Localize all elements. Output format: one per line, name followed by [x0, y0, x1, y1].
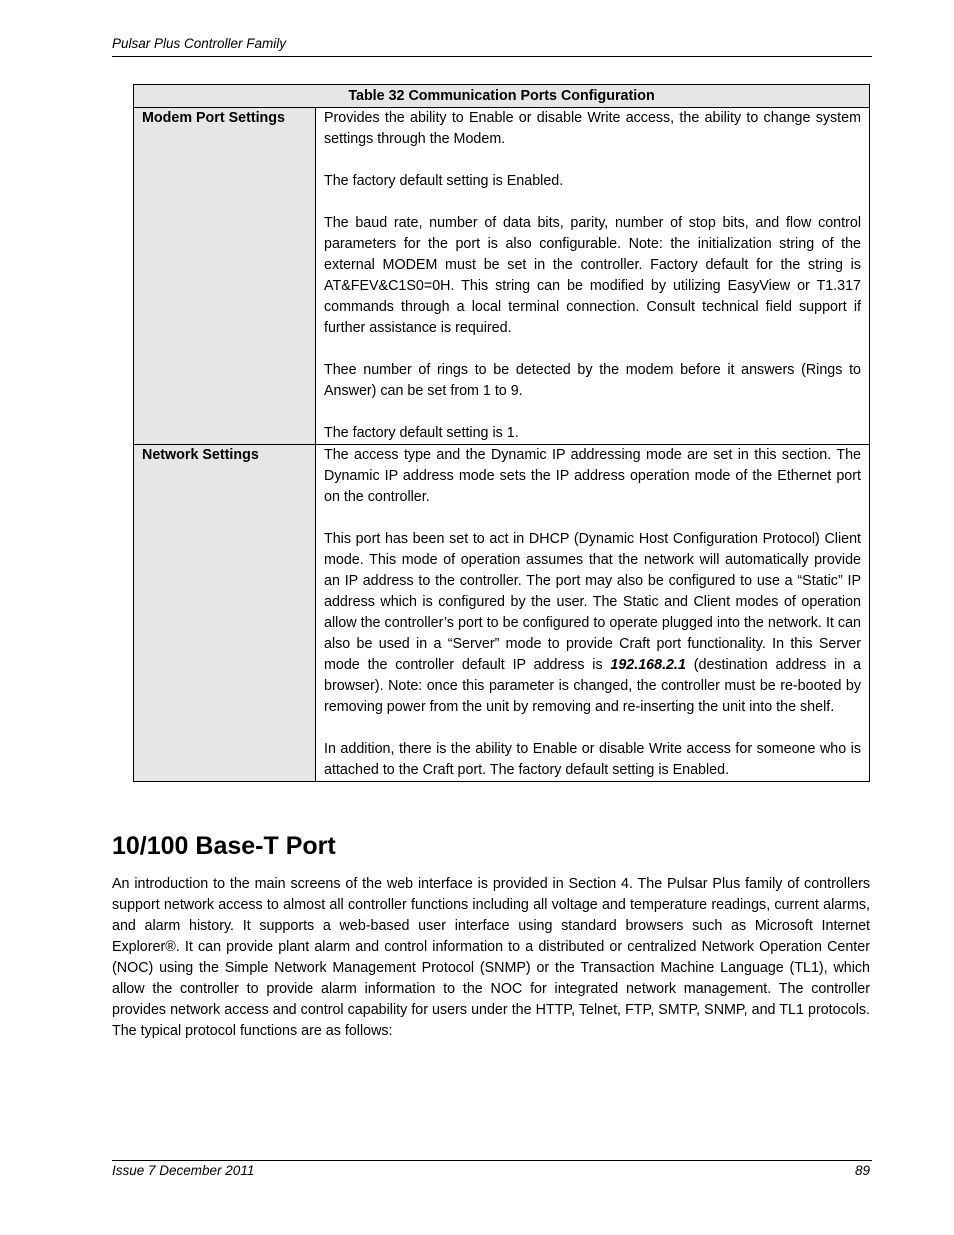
running-header: Pulsar Plus Controller Family — [112, 36, 287, 51]
row-label-network-settings: Network Settings — [134, 445, 316, 782]
dhcp-text: This port has been set to act in DHCP (Dynamic Host Configuration Protocol) Client mode. This mode of operation assumes that the network will automatically provide an IP address to the controller. The port may also be configured to use a “Static” IP address which is configured by the user. The Static and Client modes of operation allow the controller’s port to be configured to operate plugged into the network. It can also be used in a “Server” mode to provide Craft port functionality. In this Server mode the controller default IP address is — [324, 531, 861, 673]
dhcp-paragraph — [324, 529, 861, 718]
paragraph: The factory default setting is 1. — [324, 425, 519, 441]
section-heading: 10/100 Base-T Port — [112, 832, 336, 860]
paragraph: The factory default setting is Enabled. — [324, 173, 564, 189]
paragraph: In addition, there is the ability to Enable or disable Write access for someone who is attached to the Craft port. The factory default setting is Enabled. — [324, 741, 861, 778]
row-label-modem-port-settings: Modem Port Settings — [134, 108, 316, 445]
page-number: 89 — [854, 1163, 870, 1178]
table-row — [134, 445, 870, 782]
paragraph: Thee number of rings to be detected by the modem before it answers (Rings to Answer) can be set from 1 to 9. — [324, 362, 861, 399]
table-row — [134, 108, 870, 445]
paragraph: The access type and the Dynamic IP addressing mode are set in this section. The Dynamic IP address mode sets the IP address operation mode of the Ethernet port on the controller. — [324, 447, 861, 505]
communication-ports-table — [133, 84, 870, 782]
section-body: An introduction to the main screens of the web interface is provided in Section 4. The Pulsar Plus family of controllers support network access to almost all controller functions including all voltage and temperature readings, current alarms, and alarm history. It supports a web-based user interface using standard browsers such as Microsoft Internet Explorer®. It can provide plant alarm and control information to a distributed or centralized Network Operation Center (NOC) using the Simple Network Management Protocol (SNMP) or the Transaction Machine Language (TL1), which allow the controller to provide alarm information to the NOC for integrated network management. The controller provides network access and control capability for users under the HTTP, Telnet, FTP, SMTP, SNMP, and TL1 protocols. The typical protocol functions are as follows: — [112, 876, 870, 1039]
table-caption: Table 32 Communication Ports Configuration — [134, 85, 870, 108]
default-ip-address: 192.168.2.1 — [610, 657, 686, 673]
dhcp-text-continued: (destination address in a browser). Note: once this parameter is changed, the controller must be re-booted by removing power from the unit by removing and re-inserting the unit into the shelf. — [324, 657, 861, 715]
paragraph: The baud rate, number of data bits, parity, number of stop bits, and flow control parameters for the port is also configurable. Note: the initialization string of the external MODEM must be set in the controller. Factory default for the string is AT&FEV&C1S0=0H. This string can be modified by utilizing EasyView or T1.317 commands through a local terminal connection. Consult technical field support if further assistance is required. — [324, 215, 861, 336]
footer-issue: Issue 7 December 2011 — [112, 1163, 255, 1178]
paragraph: Provides the ability to Enable or disable Write access, the ability to change system settings through the Modem. — [324, 110, 861, 147]
row-description-modem-port-settings — [316, 108, 870, 445]
footer-divider — [112, 1160, 872, 1161]
row-description-network-settings — [316, 445, 870, 782]
header-divider — [112, 56, 872, 57]
